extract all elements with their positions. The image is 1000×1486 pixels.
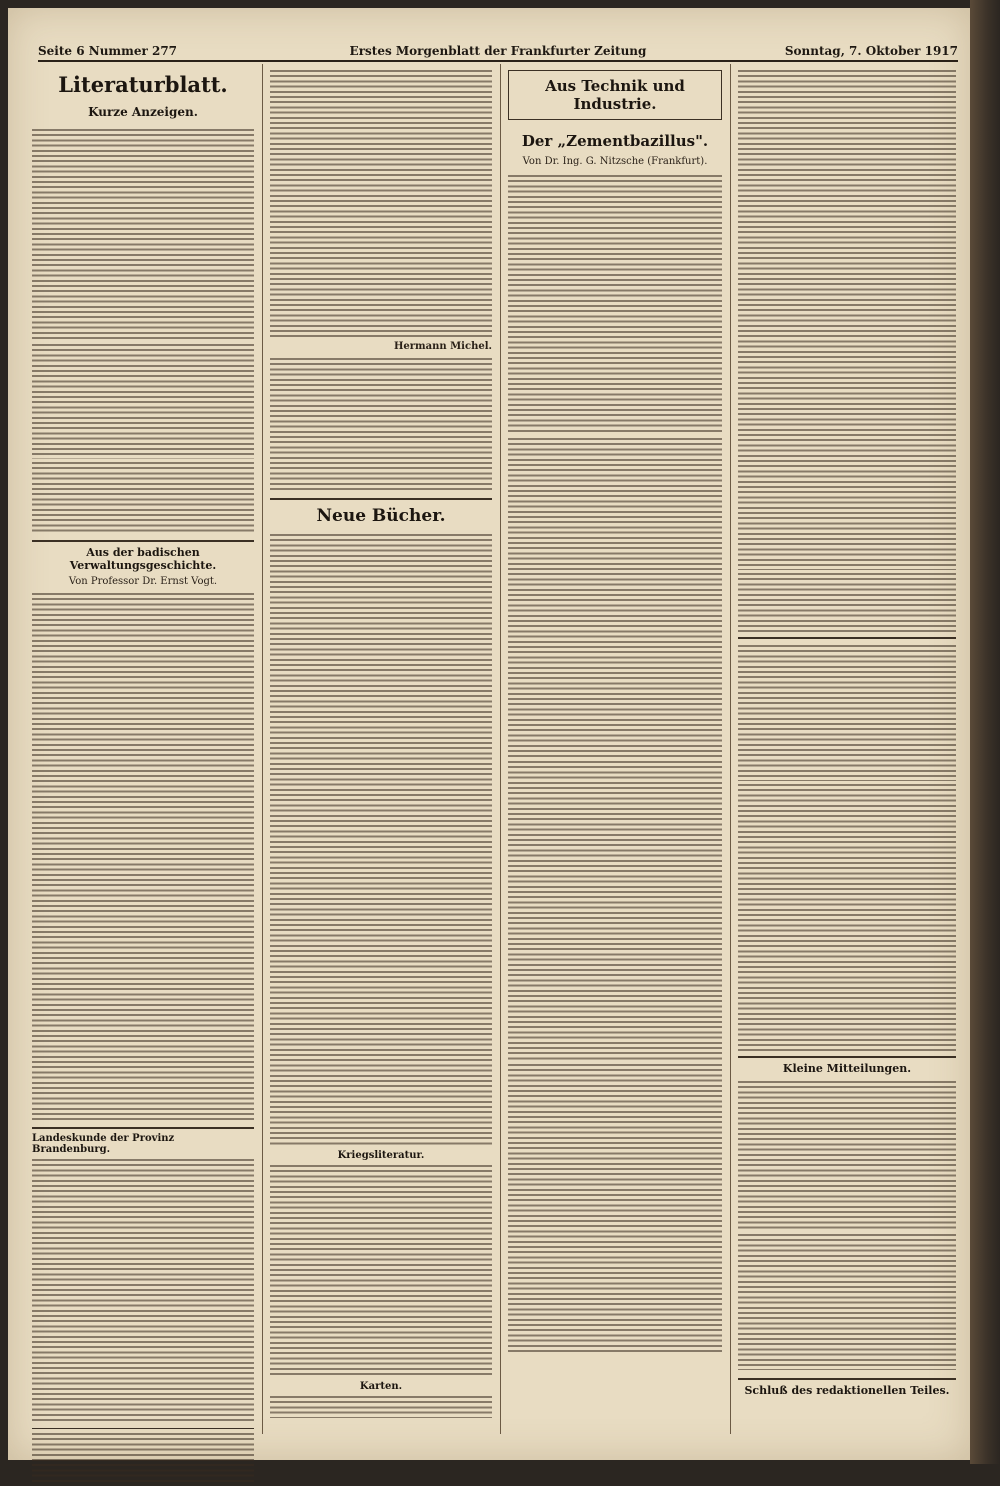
page-header xyxy=(38,38,958,62)
box-heading: Landeskunde der Provinz Brandenburg. xyxy=(32,1133,175,1155)
war-literature-heading: Kriegsliteratur. xyxy=(337,1150,425,1161)
map-list xyxy=(270,1396,492,1418)
literaturblatt-title: Literaturblatt. xyxy=(58,72,228,97)
column-3 xyxy=(508,66,722,1355)
article-signature: Hermann Michel. xyxy=(393,341,492,352)
section-rule xyxy=(738,1378,956,1380)
text-paragraph xyxy=(738,784,956,1052)
newspaper-page xyxy=(8,8,970,1460)
column-1 xyxy=(32,66,254,1486)
text-paragraph xyxy=(738,70,956,570)
text-paragraph xyxy=(508,438,722,758)
header-page-number: Seite 6 Nummer 277 xyxy=(38,44,178,58)
section-rule xyxy=(738,1056,956,1058)
text-paragraph xyxy=(738,645,956,781)
text-paragraph xyxy=(32,1159,254,1424)
text-paragraph xyxy=(32,344,254,459)
article-title: Aus der badischen Verwaltungsgeschichte. xyxy=(69,546,217,572)
text-paragraph xyxy=(32,1433,254,1483)
text-paragraph xyxy=(32,593,254,1121)
text-paragraph xyxy=(738,1081,956,1231)
section-rule xyxy=(738,637,956,639)
section-rule xyxy=(32,1428,254,1429)
text-paragraph xyxy=(270,358,492,492)
article-author: Von Professor Dr. Ernst Vogt. xyxy=(68,576,218,587)
column-divider xyxy=(730,64,731,1434)
text-paragraph xyxy=(738,573,956,633)
column-2 xyxy=(270,66,492,1421)
article-author: Von Dr. Ing. G. Nitzsche (Frankfurt). xyxy=(522,156,708,167)
section-rule xyxy=(32,540,254,542)
text-paragraph xyxy=(508,761,722,1061)
maps-heading: Karten. xyxy=(359,1381,403,1392)
technik-title: Aus Technik und Industrie. xyxy=(545,77,685,113)
column-divider xyxy=(262,64,263,1434)
text-paragraph xyxy=(508,1064,722,1352)
page-edge-shadow xyxy=(970,0,1000,1464)
kleine-mitteilungen-heading: Kleine Mitteilungen. xyxy=(782,1062,912,1075)
technik-title-box xyxy=(508,70,722,120)
header-date: Sonntag, 7. Oktober 1917 xyxy=(784,44,958,58)
section-rule xyxy=(32,1127,254,1129)
text-paragraph xyxy=(32,129,254,341)
text-paragraph xyxy=(738,1234,956,1370)
column-divider xyxy=(500,64,501,1434)
section-rule xyxy=(270,498,492,500)
closing-line: Schluß des redaktionellen Teiles. xyxy=(744,1384,950,1397)
text-paragraph xyxy=(508,175,722,435)
text-paragraph xyxy=(270,70,492,338)
book-list xyxy=(270,534,492,1146)
article-title: Der „Zementbazillus". xyxy=(521,132,709,150)
neue-buecher-title: Neue Bücher. xyxy=(316,506,446,526)
kurze-anzeigen-heading: Kurze Anzeigen. xyxy=(88,105,198,119)
column-4 xyxy=(738,66,956,1397)
book-list xyxy=(270,1165,492,1377)
text-paragraph xyxy=(32,462,254,532)
header-masthead: Erstes Morgenblatt der Frankfurter Zeitung xyxy=(349,44,647,58)
